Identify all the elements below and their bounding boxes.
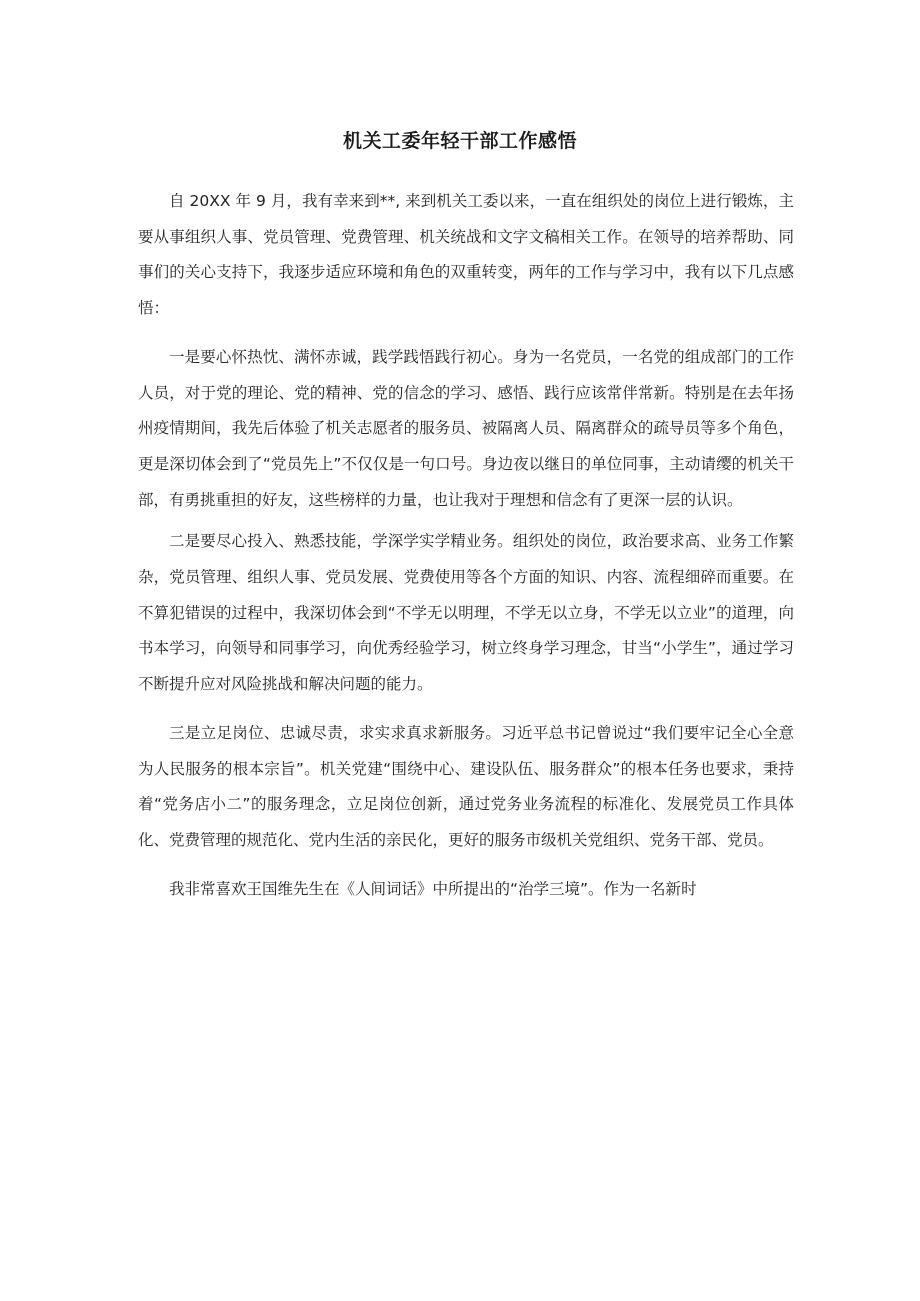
paragraph-intro: 自 20XX 年 9 月，我有幸来到**, 来到机关工委以来，一直在组织处的岗位上进行锻炼，主要从事组织人事、党员管理、党费管理、机关统战和文字文稿相关工作。在领导的培养帮助、同事们的关心支持下，我逐步适应环境和角色的双重转变，两年的工作与学习中，我有以下几点感悟： — [138, 192, 794, 318]
paragraph-point-two: 二是要尽心投入、熟悉技能，学深学实学精业务。组织处的岗位，政治要求高、业务工作繁杂，党员管理、组织人事、党员发展、党费使用等各个方面的知识、内容、流程细碎而重要。在不算犯错误的过程中，我深切体会到“不学无以明理，不学无以立身，不学无以立业”的道理，向书本学习，向领导和同事学习，向优秀经验学习，树立终身学习理念，甘当“小学生”，通过学习不断提升应对风险挑战和解决问题的能力。 — [138, 532, 794, 694]
paragraph-point-one: 一是要心怀热忱、满怀赤诚，践学践悟践行初心。身为一名党员，一名党的组成部门的工作人员，对于党的理论、党的精神、党的信念的学习、感悟、践行应该常伴常新。特别是在去年扬州疫情期间，我先后体验了机关志愿者的服务员、被隔离人员、隔离群众的疏导员等多个角色，更是深切体会到了“党员先上”不仅仅是一句口号。身边夜以继日的单位同事，主动请缨的机关干部，有勇挑重担的好友，这些榜样的力量，也让我对于理想和信念有了更深一层的认识。 — [138, 347, 794, 509]
document-body — [138, 184, 794, 907]
paragraph-point-three: 三是立足岗位、忠诚尽责，求实求真求新服务。习近平总书记曾说过“我们要牢记全心全意为人民服务的根本宗旨”。机关党建“围绕中心、建设队伍、服务群众”的根本任务也要求，秉持着“党务店小二”的服务理念，立足岗位创新，通过党务业务流程的标准化、发展党员工作具体化、党费管理的规范化、党内生活的亲民化，更好的服务市级机关党组织、党务干部、党员。 — [138, 723, 794, 849]
paragraph-closing: 我非常喜欢王国维先生在《人间词话》中所提出的“治学三境”。作为一名新时 — [169, 879, 697, 898]
document-title: 机关工委年轻干部工作感悟 — [342, 130, 577, 152]
